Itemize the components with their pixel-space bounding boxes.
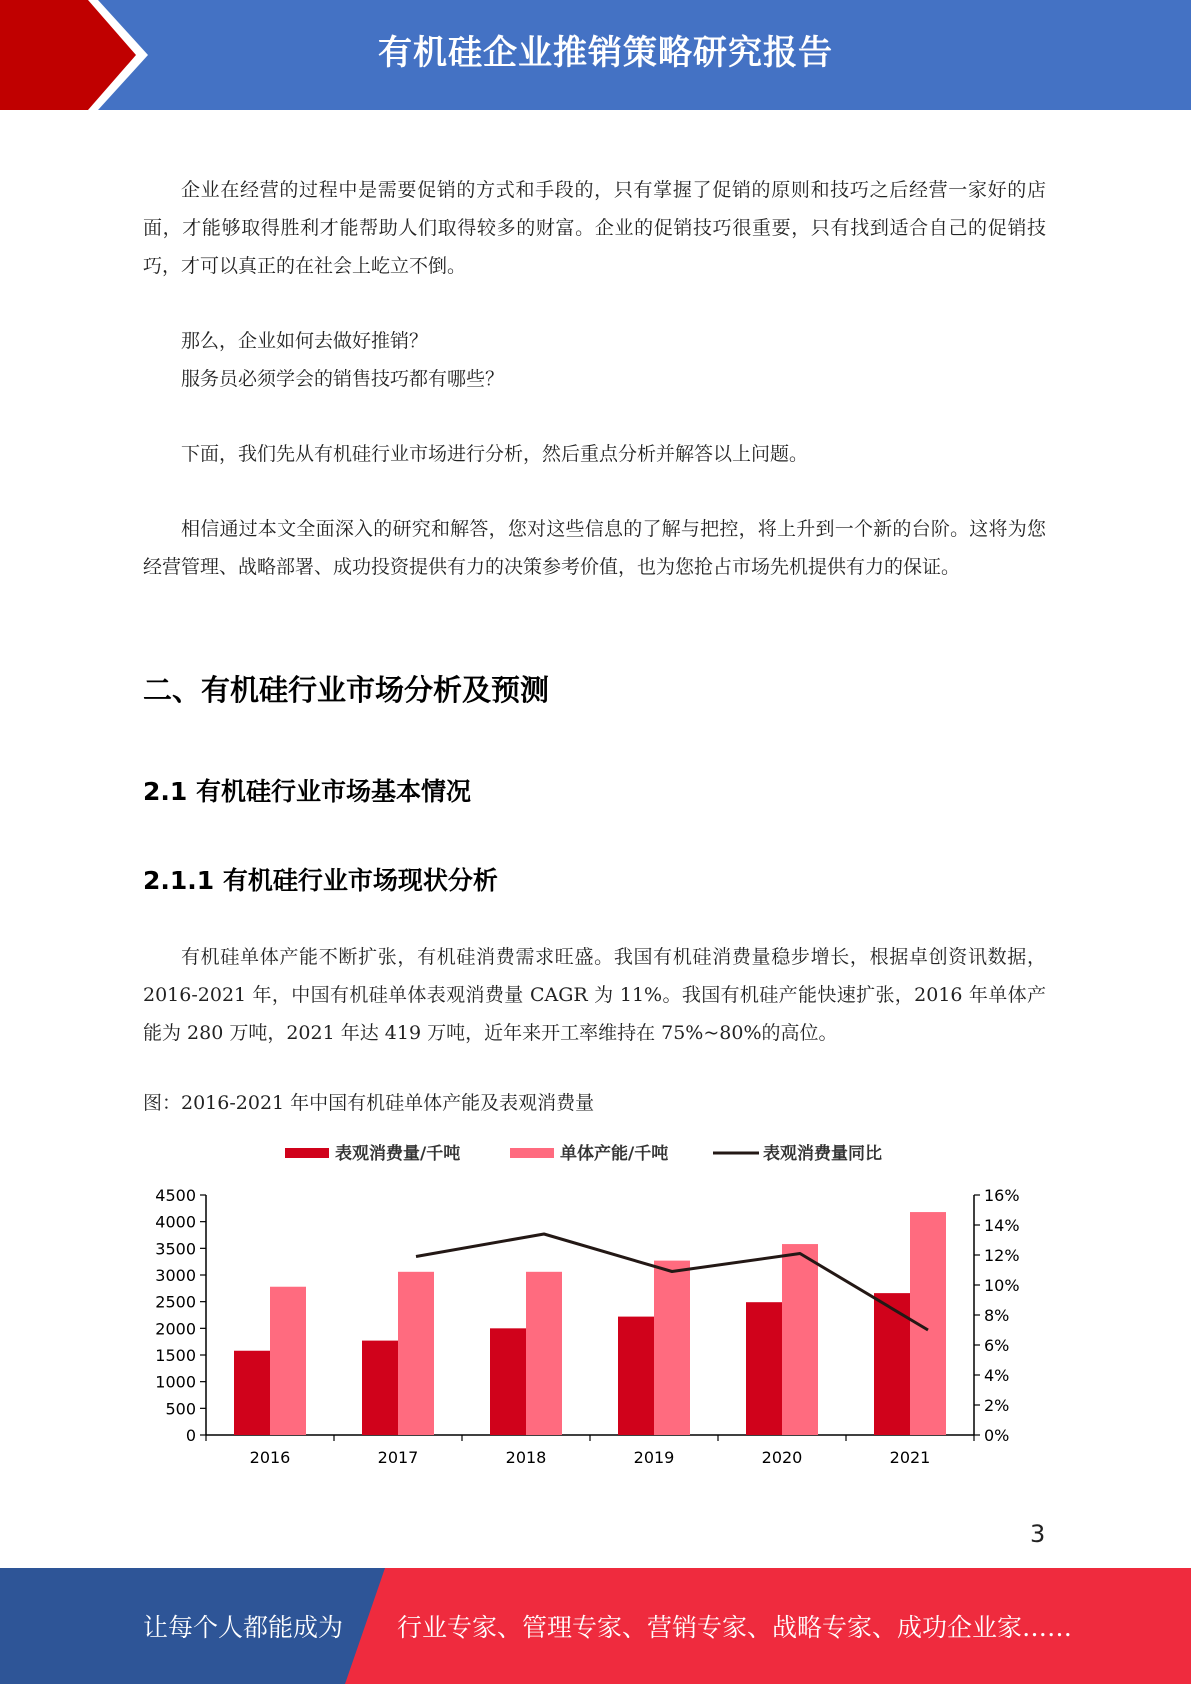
y-left-tick-label: 1500 (155, 1346, 196, 1365)
y-right-tick-label: 16% (984, 1186, 1020, 1205)
y-right-tick-label: 12% (984, 1246, 1020, 1265)
legend-swatch (510, 1148, 554, 1158)
y-left-tick-label: 0 (185, 1426, 196, 1445)
bar (234, 1351, 270, 1435)
intro-section (143, 171, 1046, 586)
page-number: 3 (1030, 1520, 1046, 1548)
question-1: 那么，企业如何去做好推销？ (181, 330, 429, 352)
subsection-heading-2-1-1: 2.1.1 有机硅行业市场现状分析 (143, 866, 498, 895)
y-left-tick-label: 500 (165, 1399, 196, 1419)
x-tick-label: 2017 (377, 1448, 419, 1467)
x-tick-label: 2021 (889, 1448, 931, 1467)
bar (398, 1272, 434, 1435)
y-right-tick-label: 14% (984, 1216, 1020, 1235)
subsection-heading-2-1: 2.1 有机硅行业市场基本情况 (143, 777, 471, 806)
y-left-tick-label: 4500 (155, 1186, 196, 1205)
x-tick-label: 2020 (761, 1448, 803, 1467)
y-right-tick-label: 10% (984, 1276, 1020, 1295)
y-left-tick-label: 2500 (155, 1292, 196, 1312)
x-tick-label: 2019 (633, 1448, 675, 1467)
x-tick-label: 2018 (505, 1448, 547, 1467)
document-title: 有机硅企业推销策略研究报告 (378, 33, 833, 73)
capacity-consumption-chart (140, 1130, 1040, 1480)
analysis-paragraph: 有机硅单体产能不断扩张，有机硅消费需求旺盛。我国有机硅消费量稳步增长，根据卓创资讯数据，2016-2021 年，中国有机硅单体表观消费量 CAGR 为 11%。我国有机硅产能快速扩张，2016 年单体产能为 280 万吨，2021 年达 419 万吨，近年来开工率维持在 75%~80%的高位。 (143, 946, 1046, 1044)
y-right-tick-label: 2% (984, 1396, 1010, 1415)
bar (782, 1244, 818, 1435)
y-right-tick-label: 8% (984, 1306, 1010, 1325)
bar (490, 1328, 526, 1435)
y-left-tick-label: 2000 (155, 1319, 196, 1339)
section-heading: 二、有机硅行业市场分析及预测 (143, 673, 550, 707)
bar (362, 1341, 398, 1435)
figure-caption: 图：2016-2021 年中国有机硅单体产能及表观消费量 (143, 1092, 595, 1114)
y-left-tick-label: 3500 (155, 1239, 196, 1259)
y-right-tick-label: 6% (984, 1336, 1010, 1355)
legend-label: 表观消费量同比 (763, 1144, 882, 1164)
bar (526, 1272, 562, 1435)
footer-slogan-left: 让每个人都能成为 (143, 1613, 344, 1642)
intro-paragraph-1: 企业在经营的过程中是需要促销的方式和手段的，只有掌握了促销的原则和技巧之后经营一家好的店面，才能够取得胜利才能帮助人们取得较多的财富。企业的促销技巧很重要，只有找到适合自己的促销技巧，才可以真正的在社会上屹立不倒。 (143, 179, 1046, 277)
bar (618, 1317, 654, 1435)
y-left-tick-label: 4000 (155, 1212, 196, 1232)
legend-label: 单体产能/千吨 (560, 1144, 669, 1164)
legend-label: 表观消费量/千吨 (335, 1144, 461, 1164)
bar (654, 1261, 690, 1435)
intro-paragraph-2: 下面，我们先从有机硅行业市场进行分析，然后重点分析并解答以上问题。 (181, 443, 809, 465)
y-left-tick-label: 3000 (155, 1266, 196, 1285)
footer-slogan-right: 行业专家、管理专家、营销专家、战略专家、成功企业家…… (397, 1613, 1073, 1642)
bar (746, 1302, 782, 1435)
intro-paragraph-3: 相信通过本文全面深入的研究和解答，您对这些信息的了解与把控，将上升到一个新的台阶。这将为您经营管理、战略部署、成功投资提供有力的决策参考价值，也为您抢占市场先机提供有力的保证。 (143, 518, 1046, 578)
bar (270, 1287, 306, 1435)
y-right-tick-label: 4% (984, 1366, 1010, 1385)
question-2: 服务员必须学会的销售技巧都有哪些？ (181, 368, 505, 390)
x-tick-label: 2016 (249, 1448, 291, 1467)
analysis-section (143, 938, 1046, 1052)
legend-swatch (285, 1148, 329, 1158)
y-left-tick-label: 1000 (155, 1372, 196, 1392)
page-header (0, 0, 1191, 110)
y-right-tick-label: 0% (984, 1426, 1010, 1445)
